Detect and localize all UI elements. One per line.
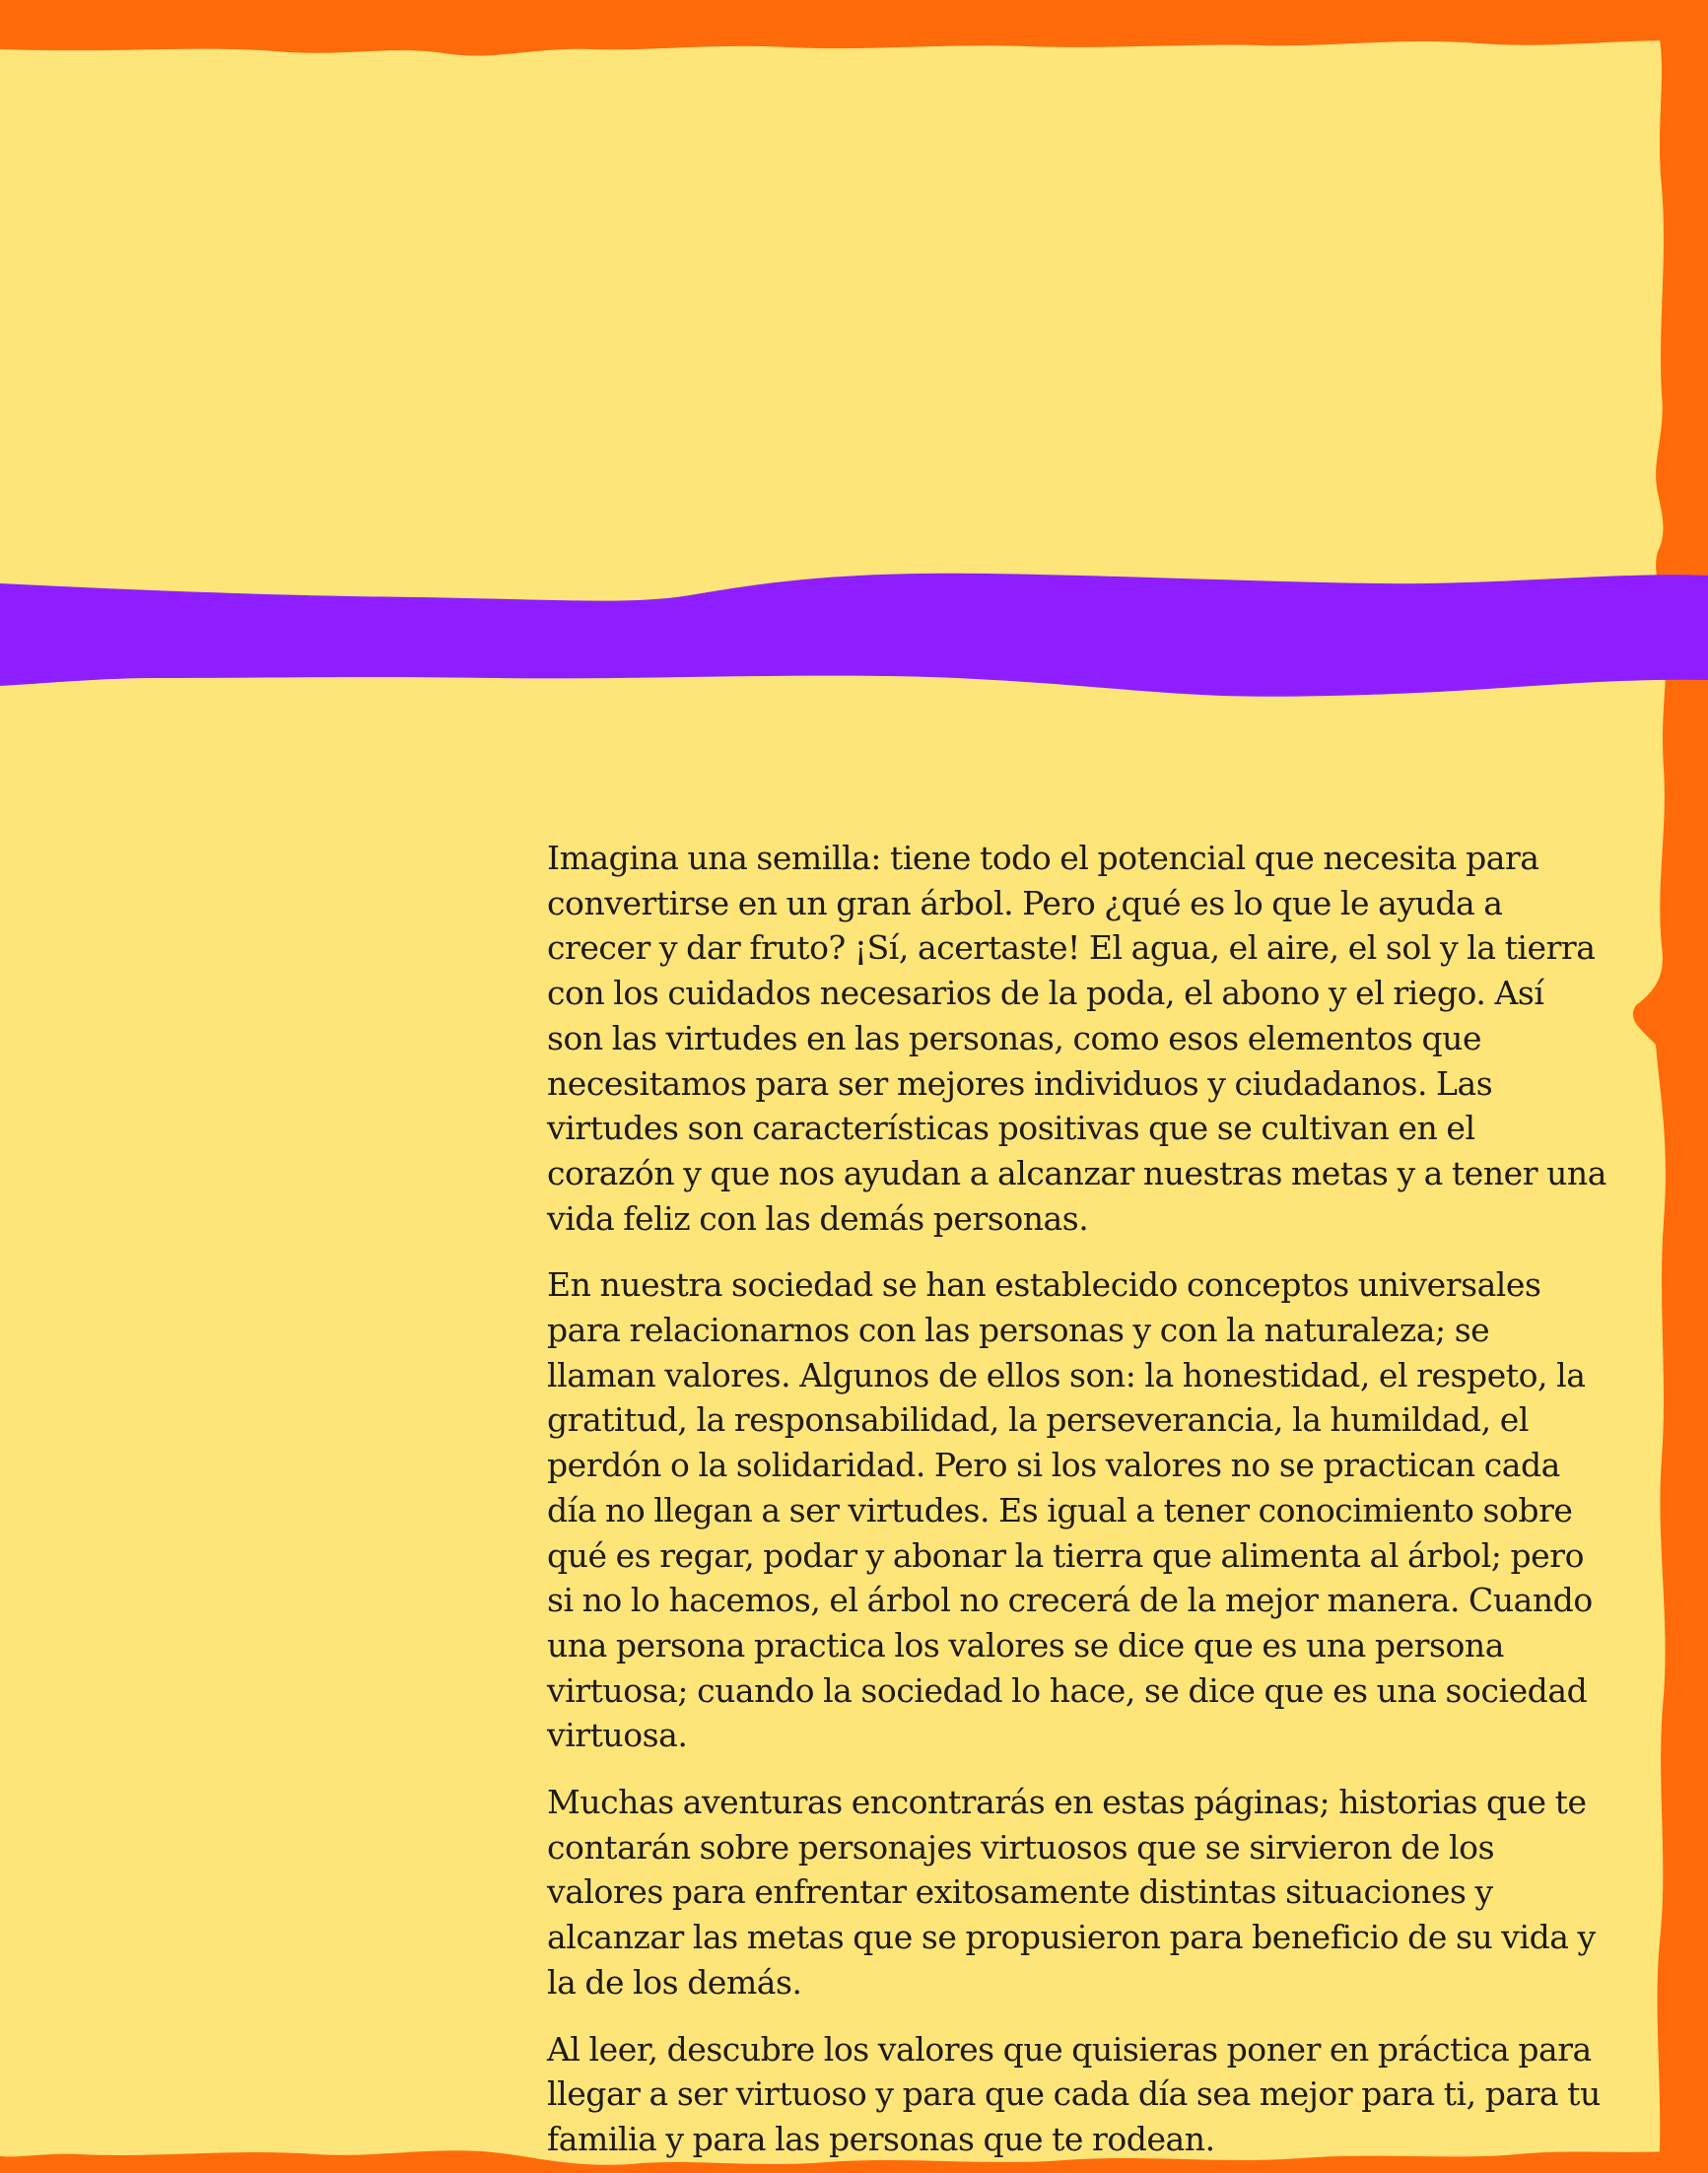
top-frame-border — [0, 0, 1708, 55]
right-frame-border — [1633, 0, 1708, 2173]
purple-band — [0, 574, 1708, 697]
paragraph-3: Muchas aventuras encontrarás en estas páginas; historias que te contarán sobre personajes virtuosos que se sirvieron de los valores para enfrentar exitosamente distintas situaciones y alcanzar las metas que se propusieron para beneficio de su vida y la de los demás. — [547, 1783, 1596, 2002]
paragraph-1: Imagina una semilla: tiene todo el potencial que necesita para convertirse en un gran árbol. Pero ¿qué es lo que le ayuda a crecer y dar fruto? ¡Sí, acertaste! El agua, el aire, el sol y la tierra con los cuidados necesarios de la poda, el abono y el riego. Así son las virtudes en las personas, como esos elementos que necesitamos para ser mejores individuos y ciudadanos. Las virtudes son características positivas que se cultivan en el corazón y que nos ayudan a alcanzar nuestras metas y a tener una vida feliz con las demás personas. — [547, 839, 1606, 1238]
paragraph-4: Al leer, descubre los valores que quisieras poner en práctica para llegar a ser virtuoso y para que cada día sea mejor para ti, para tu familia y para las personas que te rodean. — [547, 2029, 1601, 2158]
paragraph-2: En nuestra sociedad se han establecido conceptos universales para relacionarnos con las personas y con la naturaleza; se llaman valores. Algunos de ellos son: la honestidad, el respeto, la gratitud, la responsabilidad, la perseverancia, la humildad, el perdón o la solidaridad. Pero si los valores no se practican cada día no llegan a ser virtudes. Es igual a tener conocimiento sobre qué es regar, podar y abonar la tierra que alimenta al árbol; pero si no lo hacemos, el árbol no crecerá de la mejor manera. Cuando una persona practica los valores se dice que es una persona virtuosa; cuando la sociedad lo hace, se dice que es una sociedad virtuosa. — [547, 1265, 1593, 1755]
body-text — [547, 836, 1606, 2162]
